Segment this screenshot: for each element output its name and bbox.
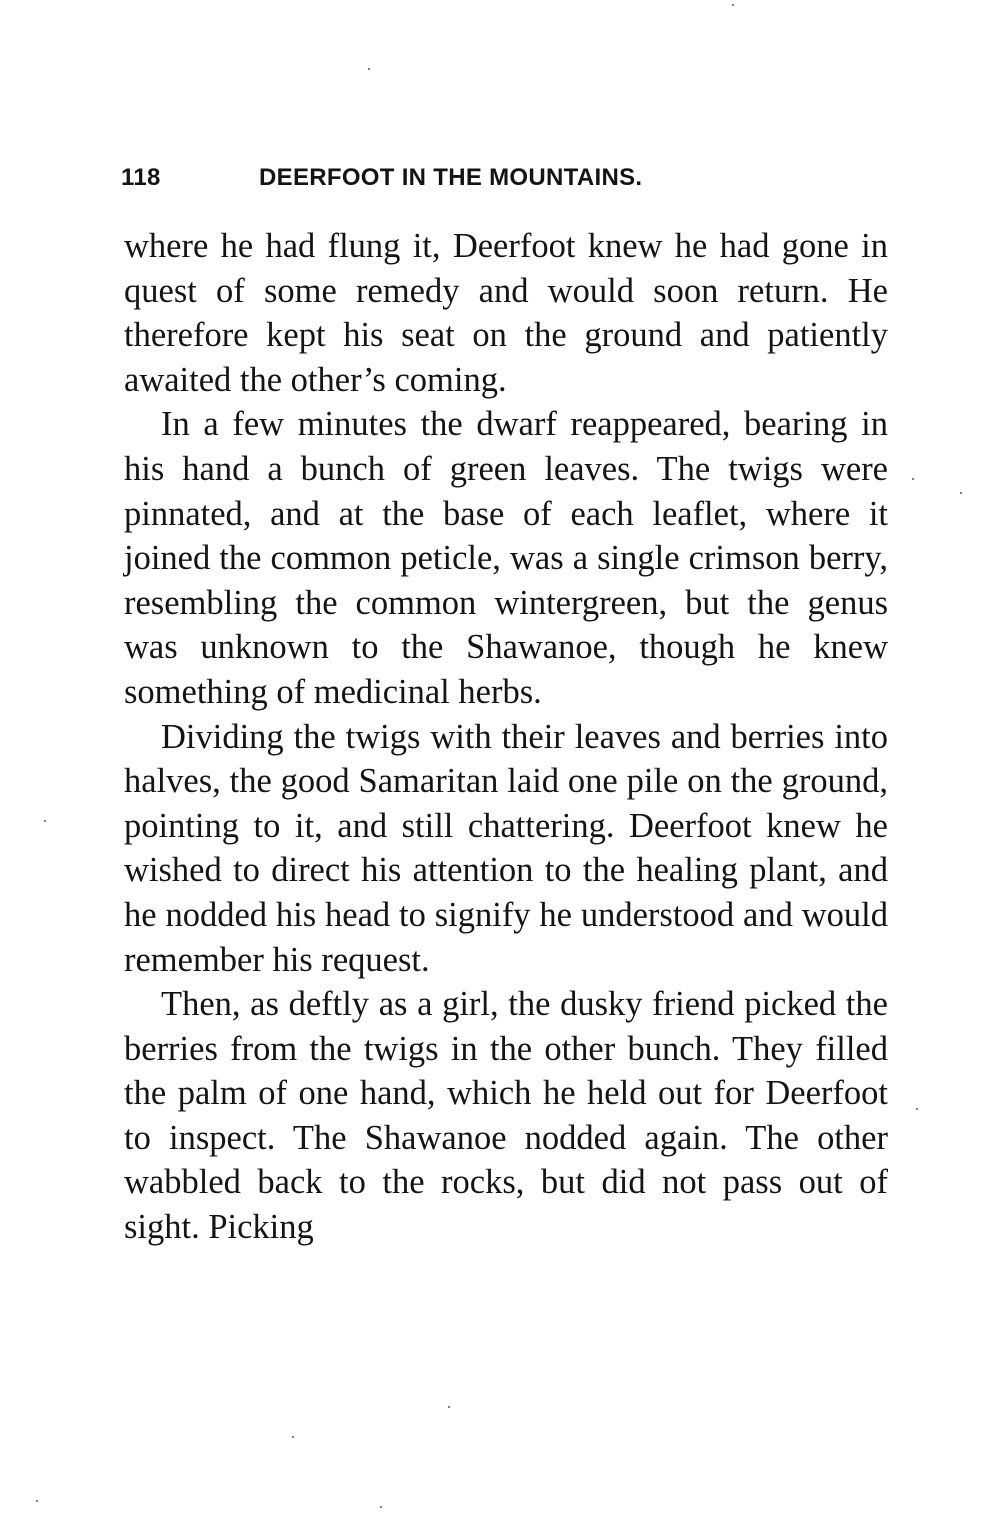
running-header	[121, 160, 751, 196]
paragraph-2: In a few minutes the dwarf reappeared, bearing in his hand a bunch of green leaves. The twigs were pinnated, and at the base of each leaflet, where it joined the common peticle, was a single crimson berry, resembling the common wintergreen, but the genus was unknown to the Shawanoe, though he knew something of medicinal herbs.	[124, 405, 888, 711]
scan-speck	[368, 68, 370, 70]
page-number: 118	[121, 164, 161, 191]
scan-speck	[732, 4, 734, 6]
paragraph-1: where he had flung it, Deerfoot knew he had gone in quest of some remedy and would soon return. He therefore kept his seat on the ground and patiently awaited the other’s coming.	[124, 227, 888, 399]
scan-speck	[44, 820, 46, 822]
scan-speck	[912, 478, 914, 480]
scan-speck	[916, 1108, 918, 1110]
scan-speck	[380, 1506, 382, 1508]
scan-speck	[36, 1500, 38, 1502]
body-text	[124, 224, 888, 1250]
scan-speck	[292, 1436, 294, 1438]
book-title: DEERFOOT IN THE MOUNTAINS.	[259, 164, 643, 191]
paragraph-3: Dividing the twigs with their leaves and berries into halves, the good Samaritan laid one pile on the ground, pointing to it, and still chattering. Deerfoot knew he wished to direct his attention to the healing plant, and he nodded his head to signify he understood and would remember his request.	[124, 717, 888, 979]
paragraph-4: Then, as deftly as a girl, the dusky friend picked the berries from the twigs in the other bunch. They filled the palm of one hand, which he held out for Deerfoot to inspect. The Shawanoe nodded again. The other wabbled back to the rocks, but did not pass out of sight. Picking	[124, 985, 888, 1247]
scan-speck	[448, 1406, 450, 1408]
scan-speck	[960, 492, 962, 494]
